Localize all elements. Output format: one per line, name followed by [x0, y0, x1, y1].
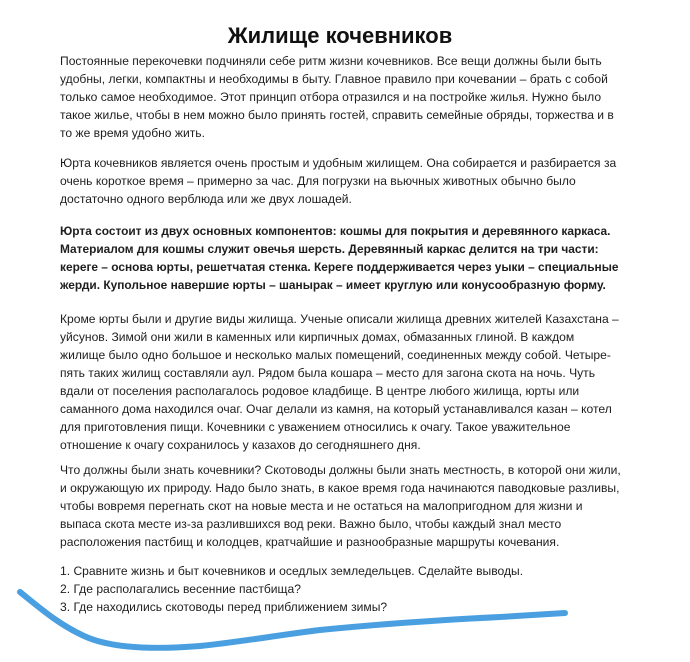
question-item: 2. Где располагались весенние пастбища? [60, 582, 301, 596]
paragraph-nomad-lifestyle: Постоянные перекочевки подчиняли себе ритм жизни кочевников. Все вещи должны были быть удобны, легки, компактны и необходимы в быту. Главное правило при кочевании – брать с собой только самое необходимое. Этот принцип отбора отразился и на постройке жилья. Нужно было такое жилье, чтобы в нем можно было принять гостей, справить семейные обряды, торжества и в то же время удобно жить. [60, 54, 614, 140]
paragraph-yurt-assembly: Юрта кочевников является очень простым и удобным жилищем. Она собирается и разбирается за очень короткое время – примерно за час. Для погрузки на вьючных животных обычно было достаточно одного верблюда или же двух лошадей. [60, 156, 617, 206]
question-list [60, 562, 580, 616]
paragraph-nomad-knowledge: Что должны были знать кочевники? Скотоводы должны были знать местность, в которой они жили, и окружающую их природу. Надо было знать, в какое время года начинаются паводковые разливы, чтобы вовремя перегнать скот на новые места и не остаться на малопригодном для жизни и выпаса скота месте из-за разлившихся вод реки. Важно было, чтобы каждый знал место расположения пастбищ и колодцев, кратчайшие и разнообразные маршруты кочевания. [60, 463, 621, 549]
paragraph-yurt-components: Юрта состоит из двух основных компонентов: кошмы для покрытия и деревянного каркаса. Материалом для кошмы служит овечья шерсть. Деревянный каркас делится на три части: кереге – основа юрты, решетчатая стенка. Кереге поддерживается через уыки – специальные жерди. Купольное навершие юрты – шанырак – имеет круглую или конусообразную форму. [60, 224, 619, 292]
page-title: Жилище кочевников [227, 23, 453, 48]
question-item: 3. Где находились скотоводы перед приближением зимы? [60, 600, 388, 614]
question-item: 1. Сравните жизнь и быт кочевников и оседлых земледельцев. Сделайте выводы. [60, 564, 524, 578]
paragraph-other-dwellings: Кроме юрты были и другие виды жилища. Ученые описали жилища древних жителей Казахстана – уйсунов. Зимой они жили в каменных или кирпичных домах, обмазанных глиной. В каждом жилище было одно большое и несколько малых помещений, соединенных между собой. Четыре-пять таких жилищ составляли аул. Рядом была кошара – место для загона скота на ночь. Чуть вдали от поселения располагалось родовое кладбище. В центре любого жилища, юрты или саманного дома находился очаг. Очаг делали из камня, на который устанавливался казан – котел для приготовления пищи. Кочевники с уважением относились к очагу. Такое уважительное отношение к очагу сохранилось у казахов до сегодняшнего дня. [60, 312, 619, 452]
